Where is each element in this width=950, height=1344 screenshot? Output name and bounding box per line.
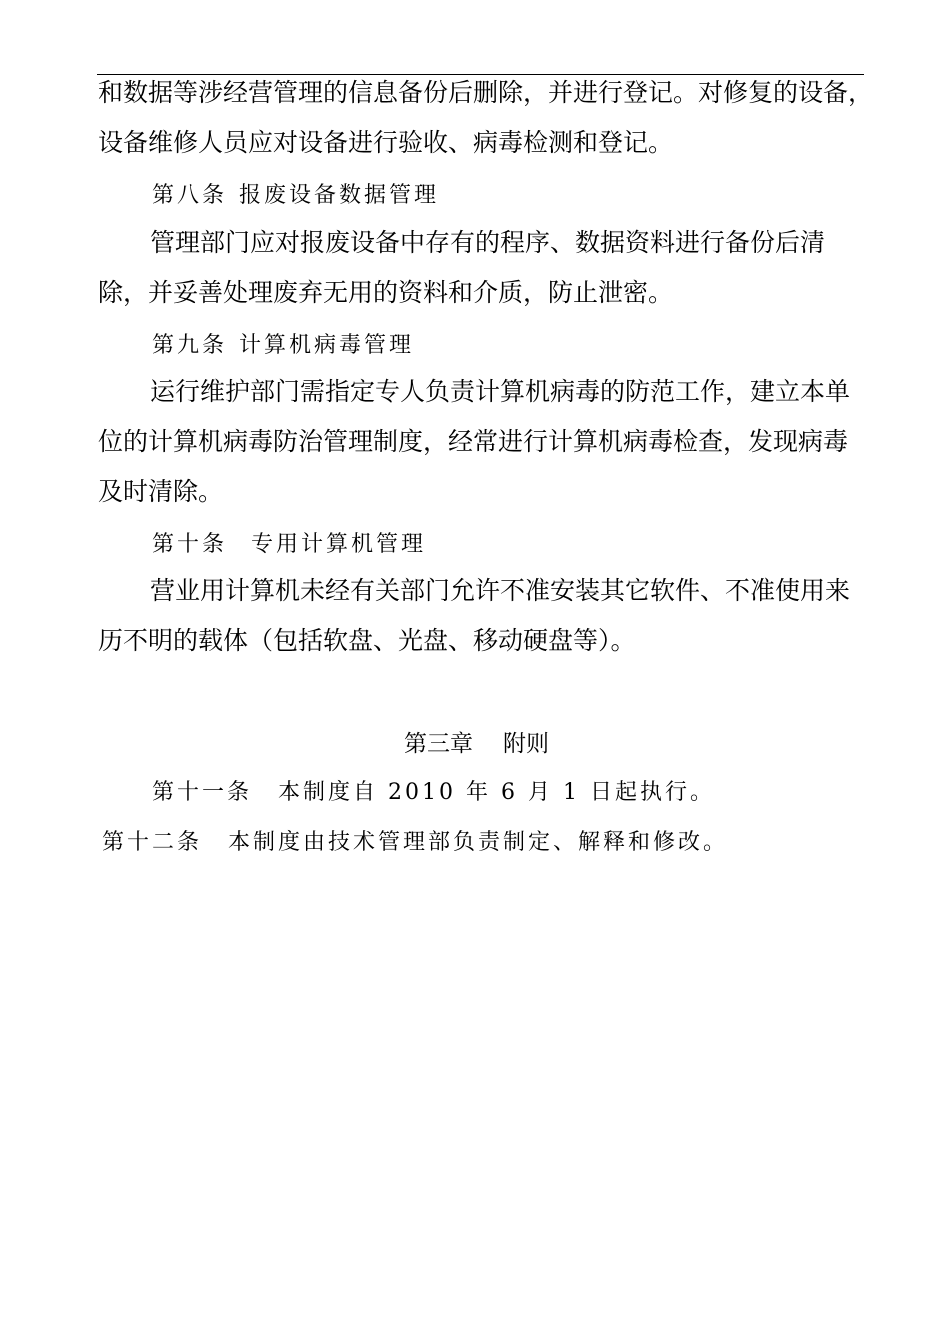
article-8-text-line-1: 管理部门应对报废设备中存有的程序、数据资料进行备份后清 [150,228,826,257]
chapter-3-number: 第三章 [404,731,473,757]
article-8-number: 第八条 [152,183,228,208]
chapter-3-heading [404,730,549,758]
article-9-title: 计算机病毒管理 [239,333,415,358]
article-9-text-line-3: 及时清除。 [98,477,224,506]
article-7-text-line-2: 设备维修人员应对设备进行验收、病毒检测和登记。 [98,128,674,157]
article-9-heading [152,332,414,360]
article-9-text-line-1: 运行维护部门需指定专人负责计算机病毒的防范工作，建立本单 [150,377,851,406]
article-9-number: 第九条 [152,333,228,358]
article-11-number: 第十一条 [152,780,253,805]
header-rule [97,74,864,75]
article-8-title: 报废设备数据管理 [239,183,440,208]
article-7-text-line-1: 和数据等涉经营管理的信息备份后删除，并进行登记。对修复的设备， [98,78,874,107]
article-10-heading [152,531,426,559]
article-9-text-line-2: 位的计算机病毒防治管理制度，经常进行计算机病毒检查，发现病毒 [98,427,849,456]
article-12 [102,829,728,857]
article-10-title: 专用计算机管理 [251,532,427,557]
article-12-number: 第十二条 [102,830,203,855]
article-11-text: 本制度自 2010 年 6 月 1 日起执行。 [278,780,715,805]
article-11 [152,779,715,807]
article-10-text-line-2: 历不明的载体（包括软盘、光盘、移动硬盘等）。 [98,626,636,655]
article-8-heading [152,182,439,210]
article-12-text: 本制度由技术管理部负责制定、解释和修改。 [228,830,729,855]
article-8-text-line-2: 除，并妥善处理废弃无用的资料和介质，防止泄密。 [98,278,674,307]
chapter-3-title: 附则 [503,731,549,757]
article-10-text-line-1: 营业用计算机未经有关部门允许不准安装其它软件、不准使用来 [150,576,851,605]
article-10-number: 第十条 [152,532,228,557]
